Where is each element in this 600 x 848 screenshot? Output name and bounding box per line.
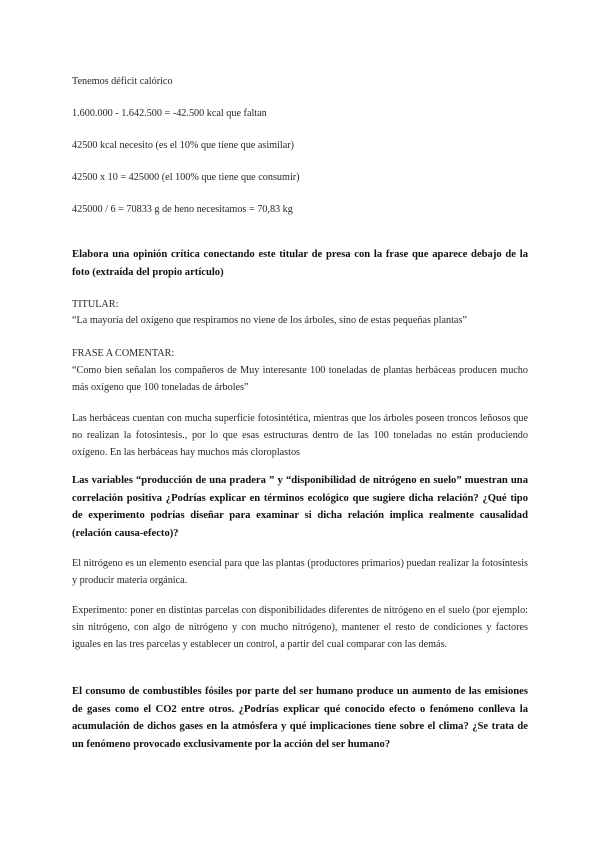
titular-label: TITULAR:: [72, 299, 119, 310]
answer-herbaceas: Las herbáceas cuentan con mucha superficie fotosintética, mientras que los árboles poseen troncos leñosos que no realizan la fotosintesis., por lo que esas estructuras dentro de las 100 toneladas no están produciendo oxígeno. En las herbáceas hay muchos más cloroplastos: [72, 413, 528, 458]
calc-line-hundred-percent: 42500 x 10 = 425000 (el 100% que tiene que consumir): [72, 172, 300, 183]
calc-line-deficit: Tenemos déficit calórico: [72, 76, 173, 87]
answer-nitrogen: El nitrógeno es un elemento esencial para que las plantas (productores primarios) puedan realizar la fotosíntesis y producir materia orgánica.: [72, 558, 528, 586]
calc-line-hay-result: 425000 / 6 = 70833 g de heno necesitamos = 70,83 kg: [72, 204, 293, 215]
answer-experiment: Experimento: poner en distintas parcelas con disponibilidades diferentes de nitrógeno en el suelo (por ejemplo: sin nitrógeno, con algo de nitrógeno y con mucho nitrógeno), mantener el resto de condiciones y factores iguales en las tres parcelas y establecer un control, a partir del cual comparar con las demás.: [72, 605, 528, 650]
calc-line-subtraction: 1.600.000 - 1.642.500 = -42.500 kcal que faltan: [72, 108, 267, 119]
frase-text: “Como bien señalan los compañeros de Muy interesante 100 toneladas de plantas herbáceas producen mucho más oxígeno que 100 toneladas de árboles”: [72, 365, 528, 393]
question-critical-opinion: Elabora una opinión crítica conectando este titular de presa con la frase que aparece debajo de la foto (extraída del propio artículo): [72, 249, 528, 278]
frase-label: FRASE A COMENTAR:: [72, 348, 175, 359]
titular-text: “La mayoría del oxígeno que respiramos no viene de los árboles, sino de estas pequeñas plantas”: [72, 315, 467, 326]
question-nitrogen-correlation: Las variables “producción de una pradera ” y “disponibilidad de nitrógeno en suelo” muestran una correlación positiva ¿Podrías explicar en términos ecológico que sugiere dicha relación? ¿Qué tipo de experimento podrías diseñar para examinar si dicha relación implica realmente causalidad (relación causa-efecto)?: [72, 475, 528, 539]
calc-line-ten-percent: 42500 kcal necesito (es el 10% que tiene que asimilar): [72, 140, 295, 151]
question-fossil-fuels: El consumo de combustibles fósiles por parte del ser humano produce un aumento de las emisiones de gases como el CO2 entre otros. ¿Podrías explicar qué conocido efecto o fenómeno conlleva la acumulación de dichos gases en la atmósfera y qué implicaciones tiene sobre el clima? ¿Se trata de un fenómeno provocado exclusivamente por la acción del ser humano?: [72, 686, 528, 750]
